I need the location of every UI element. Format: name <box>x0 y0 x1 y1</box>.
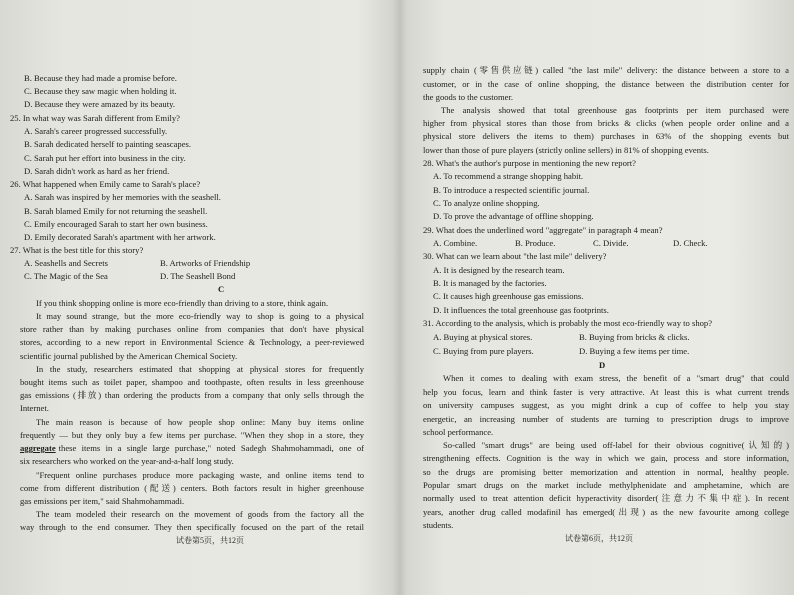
passage-c-cont-line-2: customer, or in the case of online shopping, the distance between the distribution center for <box>423 79 789 89</box>
passage-c-cont-line-1: supply chain (零售供应链) called "the last mile" delivery: the distance between a store to a <box>423 65 789 75</box>
passage-c-line-17: The team modeled their research on the movement of goods from the factory all the <box>36 509 364 519</box>
passage-c-line-9: Internet. <box>20 403 49 413</box>
q26-option-c: C. Emily encouraged Sarah to start her own business. <box>24 219 208 229</box>
passage-c-line-7: bought items such as toilet paper, shampoo and toothpaste, often results in less greenhouse <box>20 377 364 387</box>
q25-stem: 25. In what way was Sarah different from Emily? <box>10 113 180 123</box>
passage-d-line-7: strengthening effects. Cognition is the way in which we gain, process and store information, <box>423 453 789 463</box>
q24-option-d: D. Because they were amazed by its beauty. <box>24 99 175 109</box>
q29-option-d: D. Check. <box>673 238 708 248</box>
q25-option-a: A. Sarah's career progressed successfully. <box>24 126 168 136</box>
q31-stem: 31. According to the analysis, which is probably the most eco-friendly way to shop? <box>423 318 713 328</box>
passage-d-line-10: normally used to treat attention deficit hyperactivity disorder(注意力不集中症). In recent <box>423 493 789 503</box>
q30-stem: 30. What can we learn about "the last mile" delivery? <box>423 251 607 261</box>
passage-d-line-8: so the drugs are promising better memorization and attention in normal, healthy people. <box>423 467 789 477</box>
passage-c-cont-line-3: the goods to the customer. <box>423 92 513 102</box>
q27-option-b: B. Artworks of Friendship <box>160 258 251 268</box>
q28-stem: 28. What's the author's purpose in mentioning the new report? <box>423 158 636 168</box>
q31-option-c: C. Buying from pure players. <box>433 346 534 356</box>
passage-c-line-2: It may sound strange, but the more eco-friendly way to shop is going to a physical <box>36 311 364 321</box>
passage-c-cont-line-7: lower than those of pure players (strictly online sellers) in 81% of shopping events. <box>423 145 709 155</box>
q27-option-c: C. The Magic of the Sea <box>24 271 108 281</box>
q29-option-b: B. Produce. <box>515 238 556 248</box>
q29-option-a: A. Combine. <box>433 238 478 248</box>
passage-c-line-15: come from different distribution (配送) centers. Both factors result in higher greenhouse <box>20 483 364 493</box>
q27-option-a: A. Seashells and Secrets <box>24 258 109 268</box>
passage-c-line-6: In the study, researchers estimated that shopping at physical stores for frequently <box>36 364 364 374</box>
section-c-label: C <box>218 284 225 294</box>
q29-stem: 29. What does the underlined word "aggregate" in paragraph 4 mean? <box>423 225 663 235</box>
q25-option-b: B. Sarah dedicated herself to painting seascapes. <box>24 139 192 149</box>
q28-option-c: C. To analyze online shopping. <box>433 198 540 208</box>
q24-option-c: C. Because they saw magic when holding it. <box>24 86 177 96</box>
q31-option-b: B. Buying from bricks & clicks. <box>579 332 690 342</box>
aggregate-underlined-word: aggregate <box>20 443 56 453</box>
passage-c-line-1: If you think shopping online is more eco-friendly than driving to a store, think again. <box>36 298 329 308</box>
q30-option-b: B. It is managed by the factories. <box>433 278 547 288</box>
passage-c-cont-line-4: The analysis showed that total greenhouse gas footprints per item purchased were <box>441 105 789 115</box>
q30-option-d: D. It influences the total greenhouse gas footprints. <box>433 305 609 315</box>
passage-c-line-5: scientific journal published by the American Chemical Society. <box>20 351 238 361</box>
page-gutter <box>393 0 407 595</box>
q27-stem: 27. What is the best title for this story? <box>10 245 144 255</box>
passage-d-line-11: years, another drug called modafinil has emerged(出现) as the new favourite among college <box>423 507 789 517</box>
q30-option-c: C. It causes high greenhouse gas emissions. <box>433 291 584 301</box>
passage-d-line-3: on university campuses suggest, as you might drink a cup of coffee to help you stay <box>423 400 789 410</box>
q31-option-d: D. Buying a few items per time. <box>579 346 690 356</box>
passage-c-line-14: "Frequent online purchases produce more packaging waste, and online items tend to <box>36 470 364 480</box>
passage-c-line-13: six researchers who worked on the year-and-a-half long study. <box>20 456 234 466</box>
passage-d-line-5: school performance. <box>423 427 494 437</box>
section-d-label: D <box>599 360 606 370</box>
q26-option-d: D. Emily decorated Sarah's apartment with her artwork. <box>24 232 216 242</box>
q25-option-c: C. Sarah put her effort into business in the city. <box>24 153 186 163</box>
right-page-footer: 试卷第6页，共12页 <box>565 534 633 543</box>
q28-option-d: D. To prove the advantage of offline shopping. <box>433 211 594 221</box>
passage-d-line-12: students. <box>423 520 454 530</box>
passage-c-line-12-text: these items in a single large purchase," noted Sadegh Shahmohammadi, one of <box>58 443 364 453</box>
passage-d-line-1: When it comes to dealing with exam stress, the benefit of a "smart drug" that could <box>443 373 789 383</box>
q27-option-d: D. The Seashell Bond <box>160 271 236 281</box>
q29-option-c: C. Divide. <box>593 238 629 248</box>
q26-option-a: A. Sarah was inspired by her memories with the seashell. <box>24 192 221 202</box>
passage-d-line-9: Popular smart drugs on the market include methylphenidate and amphetamine, which are <box>423 480 789 490</box>
passage-c-line-3: store rather than by making purchases online from companies that don't have physical <box>20 324 364 334</box>
q26-option-b: B. Sarah blamed Emily for not returning the seashell. <box>24 206 208 216</box>
passage-c-line-4: stores, according to a new report in Environmental Science & Technology, a peer-reviewed <box>20 337 364 347</box>
passage-d-line-6: So-called "smart drugs" are being used off-label for their obvious cognitive(认知的) <box>443 440 789 450</box>
passage-d-line-4: energetic, an increasing number of students are turning to prescription drugs to improve <box>423 414 789 424</box>
q25-option-d: D. Sarah didn't work as hard as her friend. <box>24 166 170 176</box>
passage-c-line-11: frequently — but they only buy a few items per purchase. "When they shop in a store, they <box>20 430 364 440</box>
passage-c-line-16: gas emissions per item," said Shahmohammadi. <box>20 496 185 506</box>
passage-d-line-2: help you focus, learn and think faster is very attractive. At least this is what current trends <box>423 387 789 397</box>
q26-stem: 26. What happened when Emily came to Sarah's place? <box>10 179 201 189</box>
passage-c-cont-line-5: higher from physical stores than those from bricks & clicks (when people order online and a <box>423 118 789 128</box>
q31-option-a: A. Buying at physical stores. <box>433 332 533 342</box>
q30-option-a: A. It is designed by the research team. <box>433 265 565 275</box>
passage-c-line-12 <box>20 442 364 455</box>
q28-option-a: A. To recommend a strange shopping habit. <box>433 171 584 181</box>
passage-c-line-18: way through to the end consumer. They then specifically focused on the part of the retail <box>20 522 364 532</box>
passage-c-cont-line-6: physical store delivers the items to them) purchases in 63% of the shopping events but <box>423 131 789 141</box>
passage-c-line-8: gas emissions (排放) than ordering the products from a company that only sells through the <box>20 390 364 400</box>
q28-option-b: B. To introduce a respected scientific journal. <box>433 185 590 195</box>
q24-option-b: B. Because they had made a promise before. <box>24 73 177 83</box>
left-page-footer: 试卷第5页，共12页 <box>176 536 244 545</box>
passage-c-line-10: The main reason is because of how people shop online: Many buy items online <box>36 417 364 427</box>
